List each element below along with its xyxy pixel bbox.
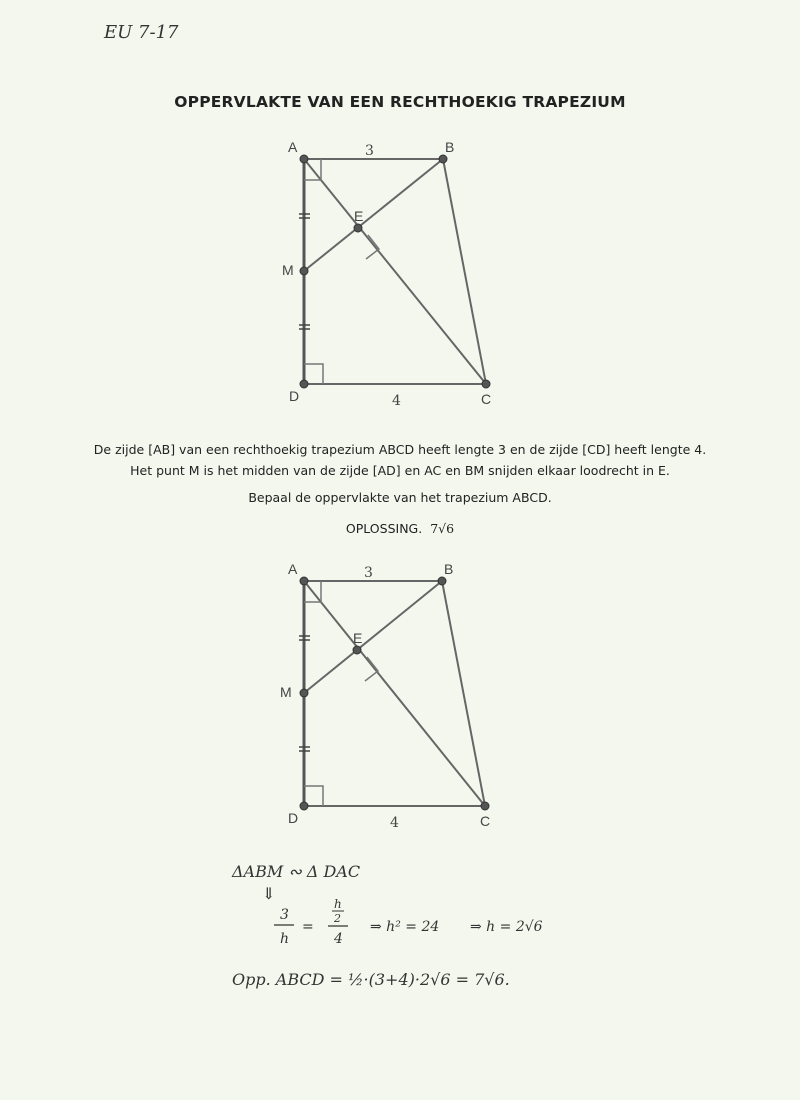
label-a: A [288,561,298,577]
ratio-equals: = [302,919,314,935]
point-b [438,577,446,585]
handwritten-area: Opp. ABCD = ½·(3+4)·2√6 = 7√6. [232,970,510,989]
handwritten-similarity: ΔABM ∾ Δ DAC [232,862,361,881]
solution-answer [0,518,800,539]
label-m: M [280,684,292,700]
point-e [353,646,361,654]
label-c: C [480,813,491,829]
label-d: D [289,388,300,404]
point-m [300,689,308,697]
trapezium-figure-top [270,135,520,415]
diagonal-ac [304,581,485,806]
label-b: B [445,139,455,155]
ratio-right-denominator: 4 [334,931,343,947]
point-d [300,380,308,388]
document-code: EU 7-17 [104,22,179,43]
point-b [439,155,447,163]
point-d [300,802,308,810]
page-title: OPPERVLAKTE VAN EEN RECHTHOEKIG TRAPEZIUM [174,93,626,111]
label-m: M [282,262,294,278]
problem-line-1: De zijde [AB] van een rechthoekig trapezium ABCD heeft lengte 3 en de zijde [CD] heeft lengte 4. [93,442,707,457]
problem-question: Bepaal de oppervlakte van het trapezium ABCD. [248,490,552,505]
ratio-left-denominator: h [280,931,290,947]
length-ab: 3 [364,565,373,581]
label-a: A [288,139,298,155]
point-m [300,267,308,275]
label-d: D [288,810,299,826]
problem-line-2: Het punt M is het midden van de zijde [AD] en AC en BM snijden elkaar loodrecht in E. [130,463,670,478]
point-a [300,155,308,163]
trapezium-figure-bottom [268,557,518,837]
point-c [482,380,490,388]
handwritten-proportion [260,895,590,955]
handwritten-step-2: ⇒ h = 2√6 [470,919,543,935]
handwritten-step-1: ⇒ h² = 24 [370,919,440,935]
label-b: B [444,561,454,577]
segment-bm [304,159,443,271]
label-e: E [354,208,364,224]
solution-value: 7√6 [430,521,455,536]
length-cd: 4 [392,393,401,409]
ratio-left-numerator: 3 [280,907,289,923]
label-c: C [481,391,492,407]
point-e [354,224,362,232]
problem-statement [0,439,800,481]
ratio-right-numerator-top: h [334,897,342,911]
handwritten-arrow: ⇓ [262,884,276,903]
segment-bm [304,581,442,693]
side-bc [442,581,485,806]
point-a [300,577,308,585]
diagonal-ac [304,159,486,384]
label-e: E [353,630,363,646]
ratio-right-numerator-bottom: 2 [334,912,341,925]
side-bc [443,159,486,384]
length-ab: 3 [365,143,374,159]
point-c [481,802,489,810]
solution-label: OPLOSSING. [345,521,423,536]
length-cd: 4 [390,815,399,831]
